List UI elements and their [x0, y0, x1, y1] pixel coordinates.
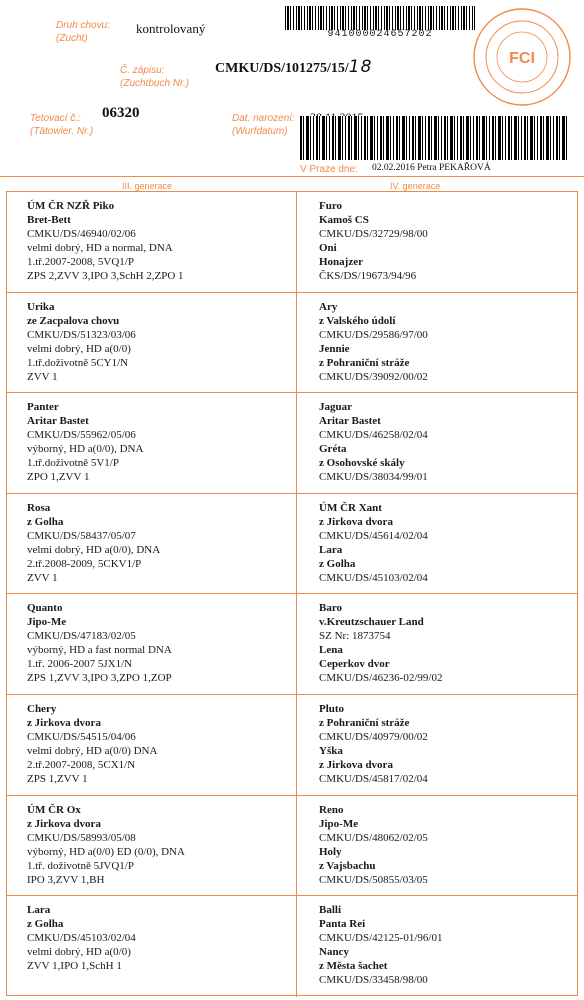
dog-name-line: z Jirkova dvora: [319, 759, 393, 771]
dog-name-line: Aritar Bastet: [319, 415, 381, 428]
dog-name-line: Jaguar: [319, 401, 352, 414]
dog-detail-line: CMKU/DS/48062/02/05: [319, 831, 428, 844]
dog-name-line: z Golha: [27, 515, 64, 528]
dog-detail-line: CMKU/DS/45614/02/04: [319, 529, 428, 542]
dog-detail-line: CMKU/DS/47183/02/05: [27, 630, 136, 643]
dog-name-line: z Jirkova dvora: [27, 717, 101, 729]
pedigree-cell-left: [7, 594, 297, 695]
dog-name-line: z Pohraniční stráže: [319, 356, 410, 369]
pedigree-cell-right: [297, 192, 577, 293]
dog-detail-line: CMKU/DS/29586/97/00: [319, 328, 428, 341]
dog-detail-line: 1.tř. doživotně 5JVQ1/P: [27, 859, 134, 872]
dog-detail-line: velmi dobrý, HD a(0/0) DNA: [27, 745, 158, 757]
dog-detail-line: CMKU/DS/46258/02/04: [319, 429, 428, 442]
dog-detail-line: ZVV 1,IPO 1,SchH 1: [27, 960, 122, 973]
dog-name-line: Panter: [27, 401, 59, 414]
column-header-fourth-generation: IV. generace: [390, 181, 441, 191]
dog-detail-line: ZPO 1,ZVV 1: [27, 471, 90, 484]
dog-name-line: Lena: [319, 644, 343, 657]
dog-name-line: Chery: [27, 703, 57, 715]
dog-detail-line: výborný, HD a fast normal DNA: [27, 644, 172, 657]
dog-detail-line: 2.tř.2007-2008, 5CX1/N: [27, 759, 136, 771]
dog-detail-line: ZVV 1: [27, 571, 58, 584]
dog-name-line: ze Zacpalova chovu: [27, 314, 120, 327]
birth-date-label: [232, 112, 295, 138]
tattoo-value: 06320: [102, 105, 140, 121]
dog-detail-line: velmi dobrý, HD a(0/0): [27, 946, 131, 959]
pedigree-cell-left: [7, 494, 297, 595]
pedigree-cell-left: [7, 192, 297, 293]
dog-detail-line: CMKU/DS/58993/05/08: [27, 831, 136, 844]
pedigree-cell-right: [297, 796, 577, 897]
dog-detail-line: CMKU/DS/50855/03/05: [319, 873, 428, 886]
dog-name-line: Urika: [27, 300, 55, 313]
breed-type-label-text: Druh chovu:: [56, 20, 110, 31]
dog-detail-line: CMKU/DS/51323/03/06: [27, 328, 136, 341]
dog-detail-line: CMKU/DS/42125-01/96/01: [319, 932, 443, 945]
dog-detail-line: ZVV 1: [27, 370, 58, 383]
header-divider: [0, 176, 584, 177]
registry-number-value: [215, 57, 372, 77]
chip-barcode: [285, 6, 475, 30]
dog-name-line: Furo: [319, 200, 343, 212]
dog-name-line: Rosa: [27, 501, 51, 514]
dog-detail-line: velmi dobrý, HD a normal, DNA: [27, 242, 173, 254]
pedigree-cell-left: [7, 293, 297, 394]
dog-detail-line: velmi dobrý, HD a(0/0): [27, 342, 131, 355]
registry-number-label-sub: (Zuchtbuch Nr.): [120, 78, 190, 89]
chip-number: 941000024657202: [327, 29, 433, 40]
pedigree-cell-right: [297, 494, 577, 595]
pedigree-cell-right: [297, 695, 577, 796]
prague-date-label: V Praze dne:: [300, 164, 358, 175]
dog-detail-line: SZ Nr: 1873754: [319, 630, 391, 643]
dog-name-line: z Golha: [319, 557, 356, 570]
column-header-third-generation: III. generace: [122, 181, 173, 191]
dog-name-line: Aritar Bastet: [27, 415, 89, 428]
dog-name-line: Jipo-Me: [27, 616, 67, 629]
breed-type-label-sub: (Zucht): [56, 33, 88, 44]
dog-name-line: z Osohovské skály: [319, 457, 405, 470]
dog-detail-line: CMKU/DS/39092/00/02: [319, 370, 428, 383]
dog-detail-line: IPO 3,ZVV 1,BH: [27, 873, 105, 886]
dog-detail-line: ZPS 2,ZVV 3,IPO 3,SchH 2,ZPO 1: [27, 270, 184, 282]
dog-name-line: z Jirkova dvora: [319, 515, 393, 528]
birth-date-label-sub: (Wurfdatum): [232, 126, 288, 137]
pedigree-table: [6, 191, 578, 996]
seal-text: FCI: [509, 50, 535, 67]
dog-detail-line: CMKU/DS/58437/05/07: [27, 529, 136, 542]
dog-name-line: Panta Rei: [319, 918, 366, 931]
dog-name-line: Nancy: [319, 946, 349, 959]
dog-name-line: z Pohraniční stráže: [319, 717, 410, 729]
dog-name-line: Ary: [319, 300, 338, 313]
dog-name-line: v.Kreutzschauer Land: [319, 616, 424, 629]
dog-detail-line: CMKU/DS/33458/98/00: [319, 974, 428, 987]
dog-name-line: z Golha: [27, 918, 64, 931]
dog-detail-line: CMKU/DS/55962/05/06: [27, 429, 136, 442]
dog-name-line: Holy: [319, 845, 342, 858]
dog-name-line: z Města šachet: [319, 960, 388, 973]
dog-name-line: Balli: [319, 904, 342, 917]
registry-number-label-text: Č. zápisu:: [120, 65, 165, 76]
dog-name-line: Baro: [319, 602, 343, 615]
dog-detail-line: 1.tř.doživotně 5CY1/N: [27, 356, 129, 369]
dog-name-line: z Jirkova dvora: [27, 817, 101, 830]
fci-seal: [470, 5, 575, 110]
document-barcode: [300, 116, 568, 160]
dog-name-line: Lara: [319, 543, 343, 556]
dog-name-line: Jipo-Me: [319, 817, 359, 830]
dog-name-line: Yška: [319, 745, 343, 757]
pedigree-cell-left: [7, 796, 297, 897]
registry-number-label: [120, 64, 189, 90]
breed-type-label: [56, 19, 110, 45]
tattoo-label: [30, 112, 93, 138]
dog-name-line: Lara: [27, 904, 51, 917]
prague-date-value: 02.02.2016 Petra PEKAŘOVÁ: [372, 163, 491, 173]
dog-detail-line: CMKU/DS/54515/04/06: [27, 731, 136, 743]
pedigree-cell-left: [7, 393, 297, 494]
pedigree-cell-left: [7, 896, 297, 997]
dog-name-line: Gréta: [319, 443, 347, 456]
pedigree-cell-right: [297, 293, 577, 394]
dog-name-line: Ceperkov dvor: [319, 658, 390, 671]
dog-detail-line: 2.tř.2008-2009, 5CKV1/P: [27, 557, 142, 570]
dog-detail-line: 1.tř.2007-2008, 5VQ1/P: [27, 256, 134, 268]
dog-detail-line: CMKU/DS/32729/98/00: [319, 228, 428, 240]
dog-name-line: Reno: [319, 803, 344, 816]
dog-name-line: Oni: [319, 242, 337, 254]
dog-name-line: z Valského údolí: [319, 314, 396, 327]
dog-name-line: Kamoš CS: [319, 214, 369, 226]
birth-date-label-text: Dat. narození:: [232, 113, 295, 124]
dog-name-line: ÚM ČR Ox: [27, 803, 81, 816]
dog-detail-line: CMKU/DS/45103/02/04: [319, 571, 428, 584]
tattoo-label-sub: (Tätowier. Nr.): [30, 126, 94, 137]
dog-name-line: Bret-Bett: [27, 214, 71, 226]
dog-detail-line: ZPS 1,ZVV 1: [27, 773, 88, 785]
dog-detail-line: CMKU/DS/40979/00/02: [319, 731, 428, 743]
dog-detail-line: CMKU/DS/46940/02/06: [27, 228, 136, 240]
pedigree-cell-right: [297, 393, 577, 494]
dog-detail-line: 1.tř.doživotně 5V1/P: [27, 457, 119, 470]
registry-number-handwritten: 18: [348, 57, 373, 77]
dog-name-line: Quanto: [27, 602, 63, 615]
dog-detail-line: ZPS 1,ZVV 3,IPO 3,ZPO 1,ZOP: [27, 672, 172, 685]
dog-detail-line: CMKU/DS/45817/02/04: [319, 773, 428, 785]
tattoo-label-text: Tetovací č.:: [30, 113, 81, 124]
pedigree-cell-right: [297, 594, 577, 695]
dog-name-line: Jennie: [319, 342, 350, 355]
dog-name-line: z Vajsbachu: [319, 859, 376, 872]
breed-type-value: kontrolovaný: [136, 21, 206, 36]
pedigree-cell-left: [7, 695, 297, 796]
dog-detail-line: ČKS/DS/19673/94/96: [319, 270, 417, 282]
pedigree-cell-right: [297, 896, 577, 997]
dog-detail-line: CMKU/DS/38034/99/01: [319, 471, 428, 484]
dog-name-line: Pluto: [319, 703, 345, 715]
dog-detail-line: CMKU/DS/45103/02/04: [27, 932, 136, 945]
dog-detail-line: CMKU/DS/46236-02/99/02: [319, 672, 443, 685]
dog-detail-line: výborný, HD a(0/0), DNA: [27, 443, 144, 456]
dog-detail-line: výborný, HD a(0/0) ED (0/0), DNA: [27, 845, 185, 858]
dog-name-line: ÚM ČR NZŘ Piko: [27, 200, 115, 212]
dog-name-line: ÚM ČR Xant: [319, 501, 382, 514]
dog-detail-line: velmi dobrý, HD a(0/0), DNA: [27, 543, 161, 556]
dog-detail-line: 1.tř. 2006-2007 5JX1/N: [27, 658, 133, 671]
dog-name-line: Honajzer: [319, 256, 363, 268]
registry-number-text: CMKU/DS/101275/15/: [215, 61, 349, 76]
